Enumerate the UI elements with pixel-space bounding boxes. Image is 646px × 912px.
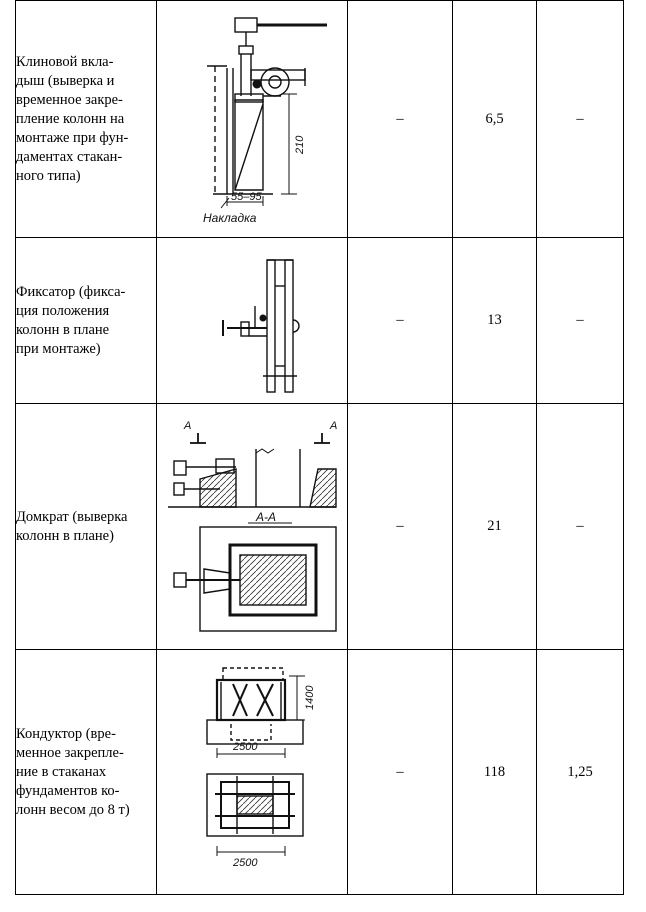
value-cell-col3: – (348, 1, 453, 238)
row-name-cell (16, 238, 157, 404)
row-name-text: Кондуктор (вре- менное закрепле- ние в стаканах фундаментов ко- лонн весом до 8 т) (16, 725, 130, 818)
width-dimension-label: 55–95 (231, 191, 262, 203)
table-row (16, 650, 624, 895)
height-dimension-label: 1400 (304, 685, 316, 710)
value-cell-col5: – (537, 238, 624, 404)
row-name-text: Домкрат (выверка колонн в плане) (16, 508, 128, 544)
section-label: А-А (256, 509, 277, 524)
value-cell-col5: – (537, 1, 624, 238)
row-name-text: Фиксатор (фикса- ция положения колонн в плане при монтаже) (16, 283, 126, 357)
value-cell-col4: 6,5 (453, 1, 537, 238)
value-cell-col4: 21 (453, 404, 537, 650)
value-cell-col3: – (348, 238, 453, 404)
width-top-dimension-label: 2500 (233, 741, 258, 753)
wedge-insert-drawing (177, 8, 327, 230)
value-cell-col4: 13 (453, 238, 537, 404)
note-label: Накладка (203, 211, 257, 225)
drawing-cell (157, 238, 348, 404)
value-cell-col3: – (348, 650, 453, 895)
section-mark-right: А (330, 419, 338, 432)
jack-drawing (160, 409, 344, 645)
drawing-cell (157, 404, 348, 650)
table-row (16, 404, 624, 650)
width-bottom-dimension-label: 2500 (233, 857, 258, 869)
section-mark-left: А (184, 419, 192, 432)
drawing-cell (157, 650, 348, 895)
specification-table (15, 0, 624, 895)
height-dimension-label: 210 (294, 135, 306, 154)
row-name-cell (16, 650, 157, 895)
value-cell-col4: 118 (453, 650, 537, 895)
table-row (16, 1, 624, 238)
clamp-drawing (177, 246, 327, 396)
table-row (16, 238, 624, 404)
conductor-drawing (177, 654, 327, 890)
value-cell-col3: – (348, 404, 453, 650)
row-name-text: Клиновой вкла- дыш (выверка и временное закре- пление колонн на монтаже при фун- даментах стакан- ного типа) (16, 53, 129, 184)
drawing-cell (157, 1, 348, 238)
row-name-cell (16, 1, 157, 238)
value-cell-col5: – (537, 404, 624, 650)
value-cell-col5: 1,25 (537, 650, 624, 895)
row-name-cell (16, 404, 157, 650)
